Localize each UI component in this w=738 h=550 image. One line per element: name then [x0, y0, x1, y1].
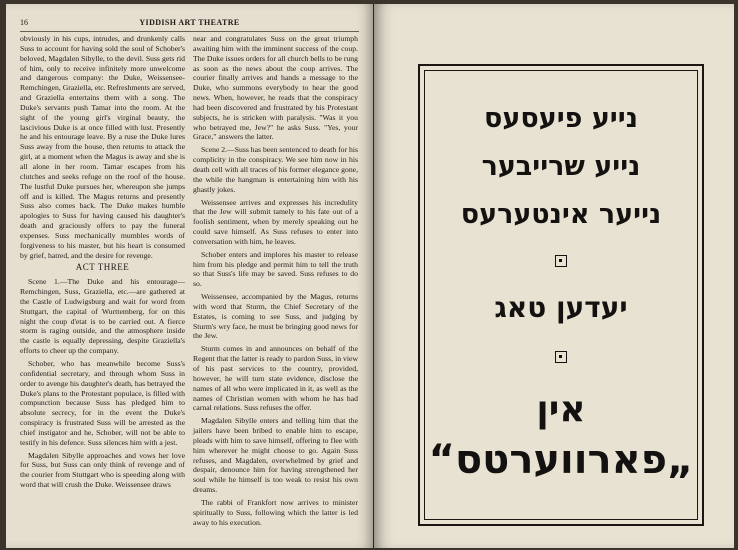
- paragraph: Schober, who has meanwhile become Suss's confidential secretary, and through whom Suss in order to avenge his daughter's death, has betrayed the Duke's plans to the Protestant populace, is filled with compunction because Suss has pledged him to absolute secrecy, for in the event the Duke's conspiracy is frustrated Suss will be arrested as the chief instigator and he, Schober, will not be able to testify in his defence. Suss silences him with a jest.: [20, 359, 185, 447]
- paragraph: Weissensee arrives and expresses his incredulity that the Jew will submit tamely to his fate out of a foolish sentiment, when by merely speaking out he could save himself. As Suss refuses to enter into conversation with him, he leaves.: [193, 197, 358, 246]
- advertisement-frame: [418, 64, 704, 526]
- book-spread: [6, 4, 734, 548]
- right-page: [374, 4, 734, 548]
- left-column: [20, 34, 185, 514]
- yiddish-line-new-writers: נייע שרייבער: [481, 151, 641, 182]
- paragraph: The rabbi of Frankfort now arrives to minister spiritually to Suss, following which the latter is led away to his execution.: [193, 497, 358, 527]
- square-ornament-icon: [555, 255, 567, 267]
- paragraph: obviously in his cups, intrudes, and drunkenly calls Suss to account for having sold the soul of Schober's beloved, Magdalen Sibylle, to the devil. Suss gets rid of him, only to receive infinitely more unwelcome and dangerous company: the Duke, Weissensee-Remchingen, Graziella, etc. Refreshments are served, and Graziella entertains them with a song. The Duke's servants push Tamar into the room. At the sight of the young girl's virginal beauty, the lascivious Duke is at once filled with lust. Presently he and his entourage leave. By a ruse the Duke lures Suss away from the house, then returns to attack the girl, at a moment when the Magus is away and she is all alone in her room. Tamar escapes from his clutches and seeks refuge on the roof of the house. The lustful Duke pursues her, whereupon she jumps off and is killed. The Magus returns and presently Suss also comes back. The Duke makes humble apologies to Suss for having caused his daughter's death and graciously offers to pay the funeral expenses. Suss mechanically mumbles words of forgiveness to his master, but his heart is consumed by grief, hatred, and the desire for revenge.: [20, 34, 185, 260]
- square-ornament-icon: [555, 351, 567, 363]
- paragraph: Magdalen Sibylle enters and telling him that the jailers have been bribed to enable him to escape, pleads with him to save himself, offering to flee with him wherever he might choose to go. Again Suss refuses, and Magdalen, overwhelmed by grief and despair, denounce him for having strengthened her soul while he himself is too weak to resist his own dreams.: [193, 416, 358, 495]
- yiddish-line-every-day: יעדען טאג: [494, 291, 628, 324]
- right-column: [193, 34, 358, 527]
- paragraph: Magdalen Sibylle approaches and vows her love for Suss, but Suss can only think of revenge and of the courier from Stuttgart who is speeding along with word that will crush the Duke. Weissensee draws: [20, 450, 185, 490]
- act-heading: ACT THREE: [75, 262, 130, 273]
- yiddish-line-new-plays: נייע פיעסעס: [484, 103, 638, 134]
- page-header: [20, 17, 359, 32]
- paragraph: near and congratulates Suss on the great triumph awaiting him with the imminent success of the coup. The Duke issues orders for all church bells to be rung as soon as the news about the coup arrives. The courier finally arrives and hands a message to the Duke, who summons everybody to hear the good news. When, however, he reads that the conspiracy had been discovered and frustrated by his Protestant subjects, he is stricken with paralysis. "Was it you who betrayed me, Jew?" he asks Suss. "Yes, your Grace," answers the latter.: [193, 34, 358, 142]
- yiddish-line-new-interest: נייער אינטערעס: [460, 199, 662, 230]
- text-columns: [20, 34, 358, 527]
- yiddish-line-forverts: „פארווערטס“: [428, 437, 694, 483]
- paragraph: Scene 2.—Suss has been sentenced to death for his complicity in the conspiracy. We see him now in his death cell with all traces of his former elegance gone, the while the hangman is entertaining him with his ghastly jokes.: [193, 145, 358, 194]
- paragraph: Sturm comes in and announces on behalf of the Regent that the latter is ready to pardon Suss, in view of his past services to the country, provided, however, he will turn state evidence, disclose the names of all who were implicated in it, as well as the names of Christian women with whom he has had carnal relations. Suss refuses the offer.: [193, 344, 358, 413]
- running-title: YIDDISH ART THEATRE: [139, 18, 240, 27]
- page-number: 16: [20, 18, 28, 27]
- paragraph: Scene 1.—The Duke and his entourage—Remchingen, Suss, Graziella, etc.—are gathered at the Castle of Ludwigsburg and wait for word from Stuttgart, the capital of Wurttemberg, for on this night the coup d'etat is to be carried out. A fierce storm is raging outside, and the atmosphere inside the castle is equally depressing, despite Graziella's efforts to cheer up the company.: [20, 277, 185, 356]
- yiddish-line-in: אין: [536, 389, 586, 430]
- paragraph: Schober enters and implores his master to release him from his pledge and permit him to tell the truth so that Suss's life may be saved. Suss refuses to do so.: [193, 249, 358, 289]
- advertisement-inner-border: [424, 70, 698, 520]
- left-page: [6, 4, 373, 548]
- paragraph: Weissensee, accompanied by the Magus, returns with word that Sturm, the Chief Secretary of the Estates, is coming to see Suss, and judging by Sturm's wry face, he must be bringing good news for the Jew.: [193, 292, 358, 341]
